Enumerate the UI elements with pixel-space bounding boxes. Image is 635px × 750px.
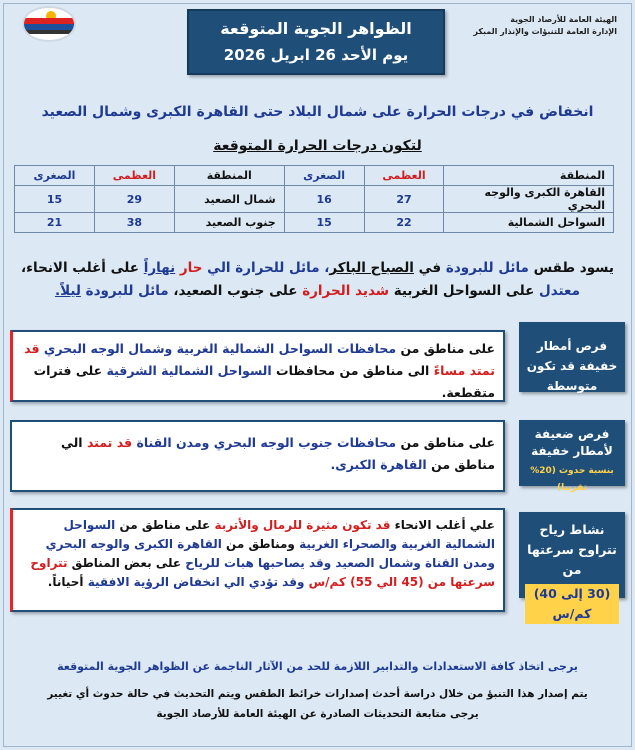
max-cell: 38: [94, 213, 174, 233]
weak-rain-label: فرص ضعيفة لأمطار خفيفة بنسبة حدوث (20% تقريبا): [519, 420, 625, 486]
ema-logo-icon: [22, 6, 76, 42]
region-cell: السواحل الشمالية: [444, 213, 614, 233]
min-cell: 16: [284, 186, 364, 213]
col-min-2: الصغرى: [15, 166, 95, 186]
table-row: [15, 186, 614, 213]
wind-label: نشاط رياح تتراوح سرعتها من (30 إلى 40) كم/س: [519, 512, 625, 598]
headline: انخفاض في درجات الحرارة على شمال البلاد حتى القاهرة الكبرى وشمال الصعيد: [41, 104, 594, 120]
probability-note: بنسبة حدوث (20% تقريبا): [530, 466, 614, 493]
wind-speed: (30 إلى 40) كم/س: [525, 584, 619, 624]
forecast-date: يوم الأحد 26 ابريل 2026: [223, 46, 409, 64]
region-cell: جنوب الصعيد: [174, 213, 284, 233]
col-region-2: المنطقة: [174, 166, 284, 186]
page-title: الظواهر الجوية المتوقعة: [220, 19, 412, 38]
max-cell: 22: [364, 213, 444, 233]
agency-line-2: الإدارة العامة للتنبؤات والإنذار المبكر: [473, 27, 617, 36]
max-cell: 29: [94, 186, 174, 213]
region-cell: القاهرة الكبرى والوجه البحري: [444, 186, 614, 213]
wind-details: علي أغلب الانحاء قد تكون مثيرة للرمال والأتربة على مناطق من السواحل الشمالية الغربية والصحراء الغربية ومناطق من القاهرة الكبرى والوجه البحري ومدن القناة وشمال الصعيد وقد يصاحبها هبات للرياح على بعض المناطق تتراوح سرعتها من (45 الي 55) كم/س وقد تؤدي الي انخفاض الرؤية الافقية أحياناً.: [10, 508, 505, 612]
min-cell: 15: [284, 213, 364, 233]
agency-line-1: الهيئة العامة للأرصاد الجوية: [510, 15, 617, 24]
temperature-table: [14, 165, 614, 233]
col-max: العظمى: [364, 166, 444, 186]
min-cell: 21: [15, 213, 95, 233]
weather-summary: يسود طقس مائل للبرودة في الصباح الباكر، مائل للحرارة الي حار نهاراً على أغلب الانحاء، معتدل على السواحل الغربية شديد الحرارة على جنوب الصعيد، مائل للبرودة ليلاً.: [21, 260, 614, 299]
col-region: المنطقة: [444, 166, 614, 186]
weak-rain-details: على مناطق من محافظات جنوب الوجه البحري ومدن القناة قد تمتد الي مناطق من القاهرة الكبرى.: [10, 420, 505, 492]
rain-label: فرص أمطار خفيفة قد تكون متوسطة: [519, 322, 625, 392]
footer-follow-note: يرجى متابعة التحديثات الصادرة عن الهيئة العامة للأرصاد الجوية: [156, 708, 479, 720]
min-cell: 15: [15, 186, 95, 213]
col-min: الصغرى: [284, 166, 364, 186]
col-max-2: العظمى: [94, 166, 174, 186]
agency-name: [457, 14, 617, 38]
footer-advice: يرجى اتخاذ كافة الاستعدادات والتدابير اللازمة للحد من الآثار الناجمة عن الظواهر الجوية المتوقعة: [57, 660, 578, 673]
rain-details: على مناطق من محافظات السواحل الشمالية الغربية وشمال الوجه البحري قد تمتد مساءً الى مناطق من محافظات السواحل الشمالية الشرقية على فترات متقطعة.: [10, 330, 505, 402]
footer-update-note: يتم إصدار هذا التنبؤ من خلال دراسة أحدث إصدارات خرائط الطقس ويتم التحديث في حالة حدوث أي تغيير: [47, 688, 588, 700]
temperature-subhead: لتكون درجات الحرارة المتوقعة: [213, 138, 422, 154]
max-cell: 27: [364, 186, 444, 213]
title-box: [187, 9, 445, 75]
table-row: [15, 213, 614, 233]
region-cell: شمال الصعيد: [174, 186, 284, 213]
table-header-row: [15, 166, 614, 186]
